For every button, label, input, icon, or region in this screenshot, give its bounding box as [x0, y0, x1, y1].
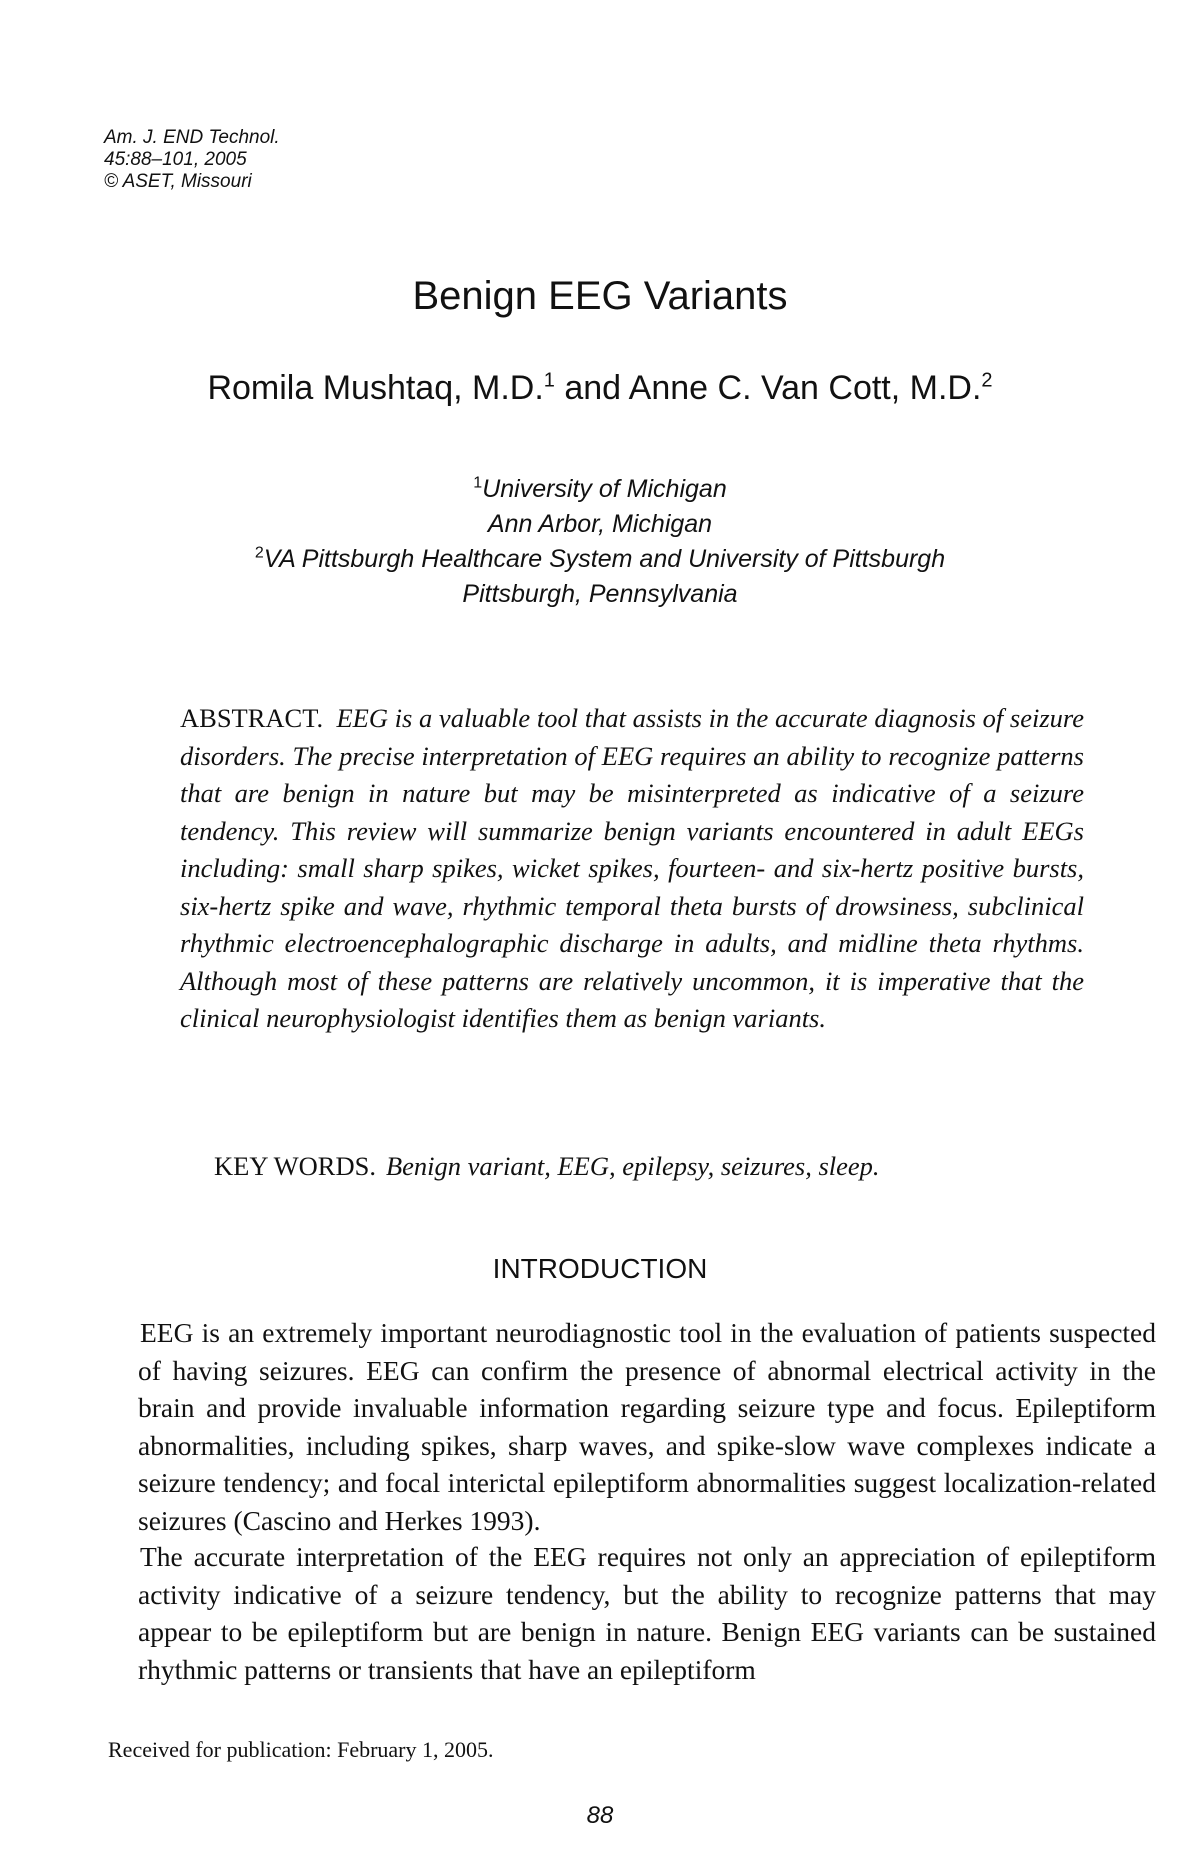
- affiliations: [0, 472, 1200, 612]
- author-1-affiliation-mark: 1: [543, 369, 555, 392]
- journal-citation: [104, 127, 280, 193]
- author-1-name: Romila Mushtaq, M.D.: [207, 369, 544, 407]
- affiliation-1-institution: University of Michigan: [482, 475, 727, 503]
- abstract-text: EEG is a valuable tool that assists in the accurate diagnosis of seizure disorders. The precise interpretation of EEG requires an ability to recognize patterns that are benign in nature but may be misinterpreted as indicative of a seizure tendency. This review will summarize benign variants encountered in adult EEGs including: small sharp spikes, wicket spikes, fourteen- and six-hertz positive bursts, six-hertz spike and wave, rhythmic temporal theta bursts of drowsiness, subclinical rhythmic electroencephalographic discharge in adults, and midline theta rhythms. Although most of these patterns are relatively uncommon, it is imperative that the clinical neurophysiologist identifies them as benign variants.: [180, 703, 1085, 1033]
- body-paragraph: EEG is an extremely important neurodiagnostic tool in the evaluation of patients suspected of having seizures. EEG can confirm the presence of abnormal electrical activity in the brain and provide invaluable information regarding seizure type and focus. Epileptiform abnormalities, including spikes, sharp waves, and spike-slow wave complexes indicate a seizure tendency; and focal interictal epileptiform abnormalities suggest localization-related seizures (Cascino and Herkes 1993).: [138, 1317, 1156, 1536]
- author-2-name: Anne C. Van Cott, M.D.: [628, 369, 982, 407]
- affiliation-1-line-1: [0, 472, 1200, 507]
- journal-name: Am. J. END Technol.: [104, 127, 280, 148]
- affiliation-2-mark: 2: [254, 544, 264, 562]
- affiliation-2-location: Pittsburgh, Pennsylvania: [462, 580, 738, 608]
- abstract: [180, 700, 1084, 1038]
- affiliation-2-line-1: [0, 542, 1200, 577]
- journal-volume: 45:88–101, 2005: [104, 149, 247, 170]
- keywords-text: Benign variant, EEG, epilepsy, seizures, sleep.: [385, 1151, 880, 1181]
- received-footnote: Received for publication: February 1, 2005.: [108, 1737, 494, 1762]
- body-paragraph: The accurate interpretation of the EEG requires not only an appreciation of epileptiform activity indicative of a seizure tendency, but the ability to recognize patterns that may appear to be epileptiform but are benign in nature. Benign EEG variants can be sustained rhythmic patterns or transients that have an epileptiform: [138, 1541, 1156, 1685]
- author-line: [0, 368, 1200, 408]
- keywords-label: KEY WORDS.: [214, 1151, 376, 1181]
- keywords: [214, 1148, 1084, 1186]
- author-2-affiliation-mark: 2: [981, 369, 993, 392]
- affiliation-1-location: Ann Arbor, Michigan: [487, 510, 713, 538]
- paper-title: Benign EEG Variants: [412, 274, 788, 318]
- page-number: 88: [586, 1802, 614, 1829]
- affiliation-1-mark: 1: [473, 474, 483, 492]
- affiliation-2-institution: VA Pittsburgh Healthcare System and University of Pittsburgh: [263, 545, 946, 573]
- journal-copyright: © ASET, Missouri: [104, 171, 252, 192]
- abstract-label: ABSTRACT.: [180, 703, 324, 733]
- section-heading-introduction: INTRODUCTION: [492, 1253, 708, 1284]
- author-conjunction: and: [554, 369, 629, 407]
